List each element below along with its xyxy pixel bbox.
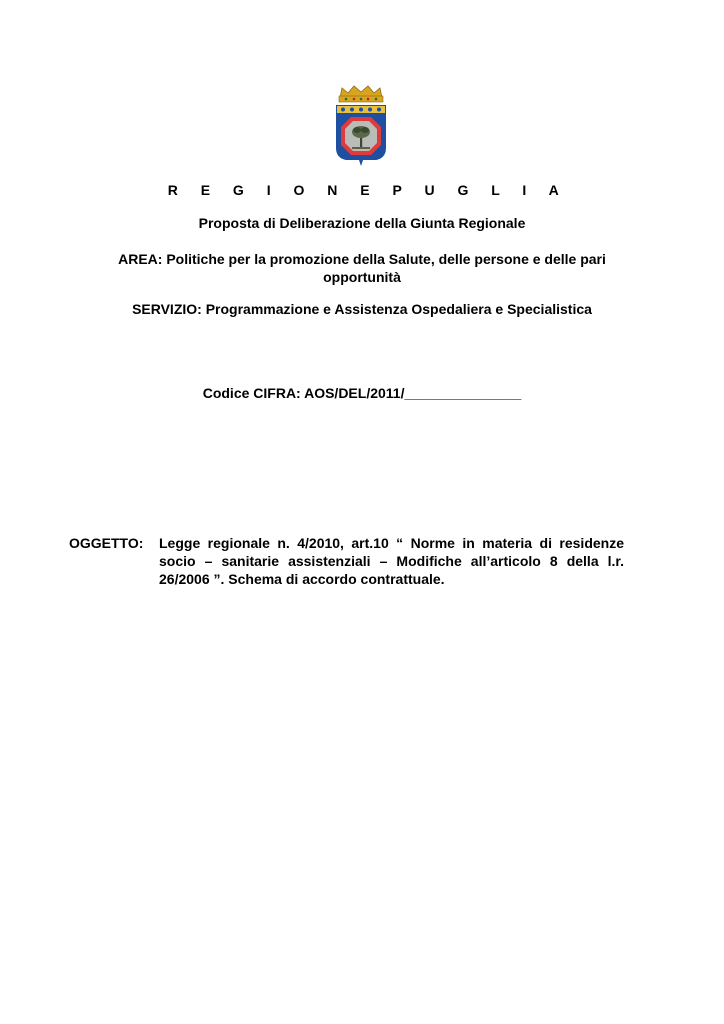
codice-cifra: Codice CIFRA: AOS/DEL/2011/_______________: [202, 385, 522, 401]
document-type-title: Proposta di Deliberazione della Giunta Regionale: [198, 215, 526, 231]
oggetto-label: OGGETTO:: [69, 535, 144, 551]
region-title: R E G I O N E P U G L I A: [167, 182, 569, 198]
servizio-heading: SERVIZIO: Programmazione e Assistenza Ospedaliera e Specialistica: [132, 301, 592, 317]
oggetto-section: [69, 534, 624, 588]
oggetto-text: Legge regionale n. 4/2010, art.10 “ Norme in materia di residenze socio – sanitarie assistenziali – Modifiche all’articolo 8 della l.r. 26/2006 ”. Schema di accordo contrattuale.: [159, 535, 624, 587]
coat-of-arms-icon: [330, 84, 392, 168]
area-heading: AREA: Politiche per la promozione della Salute, delle persone e delle pari opportunità: [118, 251, 606, 285]
